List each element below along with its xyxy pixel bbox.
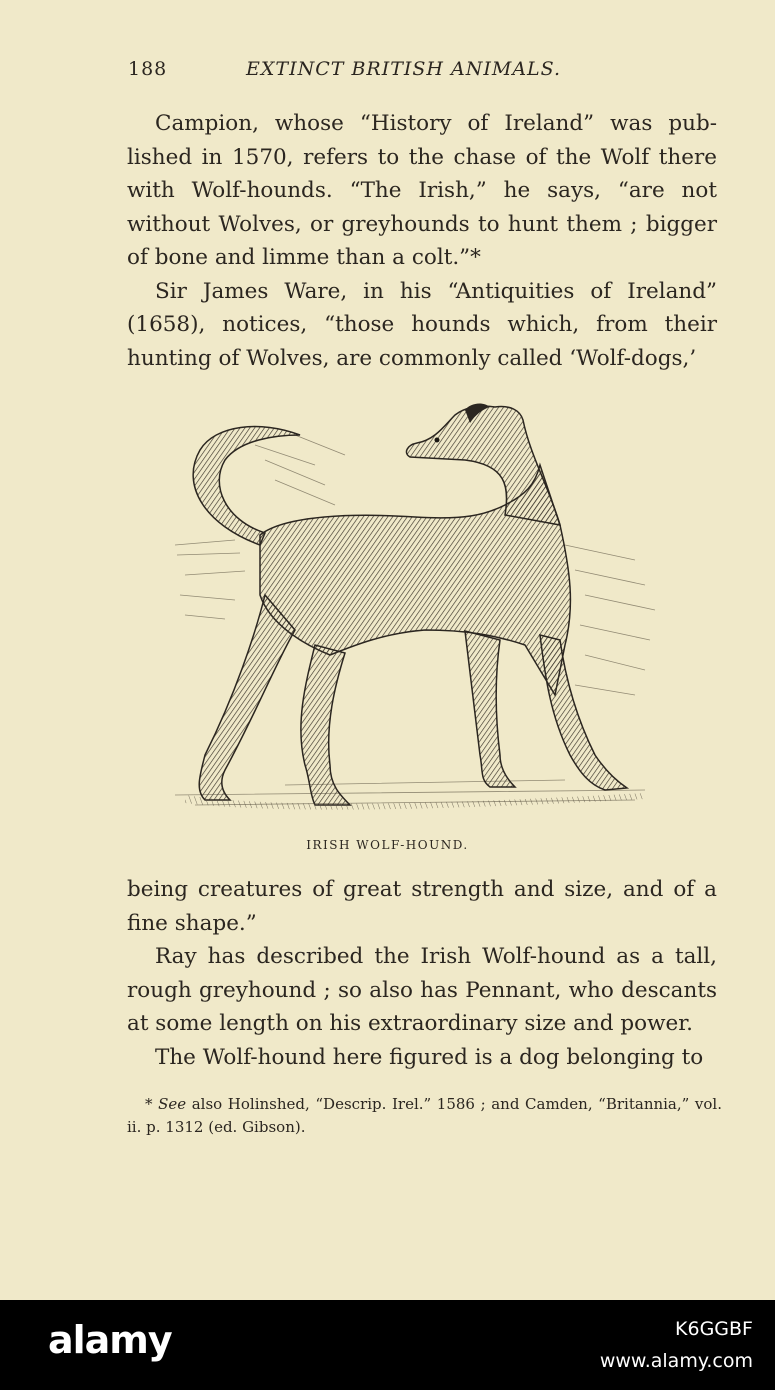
footnote bbox=[127, 1093, 722, 1139]
dog-hind-leg-front bbox=[301, 645, 350, 805]
footnote-body: also Holinshed, “Descrip. Irel.” 1586 ; and Camden, “Britannia,” vol. ii. p. 1312 (ed. Gibson). bbox=[127, 1095, 722, 1136]
footnote-marker: * bbox=[145, 1095, 159, 1113]
dog-head bbox=[406, 406, 560, 525]
paragraph-continuation: being creatures of great strength and size, and of a fine shape.” bbox=[127, 877, 717, 936]
paragraph-ray: Ray has described the Irish Wolf-hound as a tall, rough greyhound ; so also has Pennant, who descants at some length on his extraordinary size and power. bbox=[127, 944, 717, 1036]
image-id: K6GGBF bbox=[675, 1318, 753, 1340]
footnote-text bbox=[127, 1093, 722, 1139]
dog-front-leg-back bbox=[465, 631, 515, 787]
figure-caption: IRISH WOLF-HOUND. bbox=[306, 838, 469, 852]
dog-front-leg-front bbox=[540, 635, 627, 790]
ground-shadow bbox=[185, 793, 645, 810]
brand-logo: alamy bbox=[48, 1318, 172, 1362]
footnote-see: See bbox=[158, 1095, 187, 1113]
dog-hind-leg-back bbox=[199, 595, 295, 800]
running-title: EXTINCT BRITISH ANIMALS. bbox=[246, 58, 562, 80]
page-number: 188 bbox=[128, 58, 168, 80]
dog-eye bbox=[435, 438, 440, 443]
paragraph-campion: Campion, whose “History of Ireland” was pub-lished in 1570, refers to the chase of the Wolf there with Wolf-hounds. “The Irish,” he says, “are not without Wolves, or greyhounds to hunt them ; bigger of bone and limme than a colt.”* bbox=[127, 111, 717, 270]
paragraph-ware: Sir James Ware, in his “Antiquities of Ireland” (1658), notices, “those hounds which, from their hunting of Wolves, are commonly called ‘Wolf-dogs,’ bbox=[127, 278, 717, 371]
site-url: www.alamy.com bbox=[599, 1350, 753, 1372]
wolfhound-engraving bbox=[165, 395, 670, 825]
body-text-bottom bbox=[127, 873, 717, 1074]
body-text-top bbox=[127, 107, 717, 375]
paragraph-figured: The Wolf-hound here figured is a dog belonging to bbox=[155, 1044, 704, 1070]
